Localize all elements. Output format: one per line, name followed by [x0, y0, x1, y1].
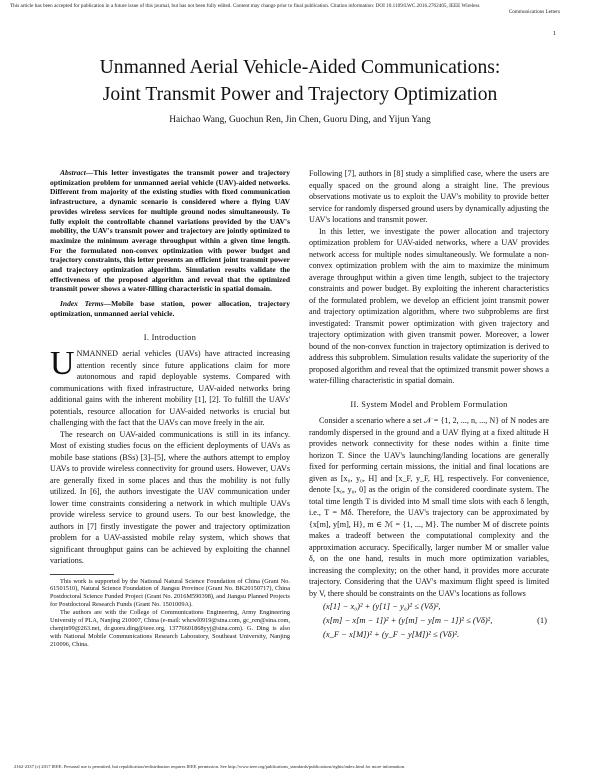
section-heading-introduction: I. Introduction: [143, 332, 197, 342]
equation-1-line-3: (x_F − x[M])² + (y_F − y[M])² ≤ (Vδ)².: [323, 629, 460, 639]
paper-title: [20, 54, 580, 108]
page-number: 1: [552, 30, 556, 37]
author-list: Haichao Wang, Guochun Ren, Jin Chen, Guoru Ding, and Yijun Yang: [169, 115, 431, 125]
abstract-text: —This letter investigates the transmit power and trajectory optimization problem for unmanned aerial vehicle (UAV)-aided networks. Different from majority of the existing studies with fixed communication infrastructure, a dynamic scenario is considered where a flying UAV provides wireless services for multiple ground nodes simultaneously. To fully exploit the controllable channel variations provided by the UAV's mobility, the UAV's transmit power and trajectory are jointly optimized to maximize the minimum average throughput within a given time length. For the formulated non-convex optimization with power budget and trajectory constraints, this letter presents an efficient joint transmit power and trajectory optimization algorithm. Simulation results validate the effectiveness of the proposed algorithm and reveal that the optimized transmit power shows a water-filling characteristic in spatial domain.: [50, 168, 290, 294]
abstract-lead: Abstract: [60, 168, 86, 177]
right-paragraph-2: In this letter, we investigate the power allocation and trajectory optimization problem for UAV-aided networks, where a UAV provides network access for multiple nodes simultaneously. We formulate a non-convex optimization problem with the aim to maximize the minimum average throughput within a given time length, subject to the trajectory constraints and power budget. By exploiting the inherent characteristics of the formulated problem, we develop an efficient joint transmit power and trajectory optimization algorithm, where two subproblems are first investigated: Transmit power optimization with given trajectory and trajectory optimization with given transmit power. Moreover, a lower bound of the non-convex function in trajectory optimization is derived to address this subproblem. Simulation results validate the superiority of the proposed algorithm and reveal that the optimized transmit power shows a water-filling characteristic in spatial domain.: [309, 226, 549, 385]
equation-number: (1): [537, 615, 547, 625]
system-model-paragraph: Consider a scenario where a set 𝒩 = {1, 2, ..., n, ..., N} of N nodes are randomly dispersed in the ground and a UAV flying at a fixed altitude H provides network connectivity for these nodes within a finite time horizon T. Since the UAV's launching/landing locations are generally fixed for performing certain missions, the initial and final locations are given as [x₀, y₀, H] and [x_F, y_F, H], respectively. For convenience, denote [x₀, y₀, 0] as the origin of the considered coordinate system. The total time length T is divided into M small time slots with each δ length, i.e., T = Mδ. Therefore, the UAV's trajectory can be approximated by {x[m], y[m], H}, m ∈ ℳ = {1, ..., M}. The number M of discrete points makes a tradeoff between the computational complexity and the approximation accuracy. Specifically, larger number M or smaller value δ, on the one hand, results in much more optimization variables, increasing the complexity; on the other hand, it provides more accurate trajectory. Considering that the UAV's maximum flight speed is limited by V, there should be constraints on the UAV's locations as follows: [309, 416, 549, 598]
copyright-footer: 2162-2337 (c) 2017 IEEE. Personal use is permitted, but republication/redistribution requires IEEE permission. See http://www.ieee.org/publications_standards/publications/rights/index.html for more information.: [14, 764, 406, 769]
intro-paragraph-1-text: NMANNED aerial vehicles (UAVs) have attracted increasing attention recently since future applications claim for more autonomous and rapid deployable systems. Compared with communications with fixed infrastructure, UAV-aided networks bring additional gains with the inherent mobility [1], [2]. To fulfill the UAVs' potentials, resource allocation for UAV-aided networks is crucial but challenging with the fact that the UAVs can move freely in the air.: [50, 349, 290, 428]
equation-1-line-2: (x[m] − x[m − 1])² + (y[m] − y[m − 1])² ≤ (Vδ)²,: [323, 615, 493, 625]
footnote-affiliations: The authors are with the College of Communications Engineering, Army Engineering University of PLA, Nanjing 210007, China (e-mail: whcwl0919@sina.com, gc_ren@sina.com, chenjin99@263.net, dr.guoru.ding@ieee.org, 13776601868yyj@sina.com). G. Ding is also with National Mobile Communications Research Laboratory, Southeast University, Nanjing 210096, China.: [50, 609, 290, 648]
right-column: [309, 168, 549, 641]
abstract: [50, 168, 290, 294]
header-line-2: Communications Letters: [508, 9, 560, 16]
running-header: [10, 3, 590, 15]
equation-1: [309, 599, 549, 641]
index-terms-lead: Index Terms: [60, 299, 104, 309]
left-column: [50, 168, 290, 649]
index-terms-text: —Mobile base station, power allocation, trajectory optimization, unmanned aerial vehicle.: [50, 299, 290, 318]
drop-cap: U: [50, 345, 75, 383]
header-line-1: This article has been accepted for publication in a future issue of this journal, but has not been fully edited. Content may change prior to final publication. Citation information: DOI 10.1109/LWC.2016.2762405, IEEE Wireless: [10, 3, 480, 9]
title-line-2: Joint Transmit Power and Trajectory Optimization: [102, 84, 498, 105]
equation-1-line-1: (x[1] − x₀)² + (y[1] − y₀)² ≤ (Vδ)²,: [323, 601, 441, 611]
right-paragraph-1: Following [7], authors in [8] study a simplified case, where the users are equally spaced on the ground along a straight line. The previous observations motivate us to exploit the UAV's mobility to provide better service for randomly dispersed ground users by dynamically adjusting the UAV's locations and transmit power.: [309, 169, 549, 224]
footnote-funding: This work is supported by the National Natural Science Foundation of China (Grant No. 61501510), Natural Science Foundation of Jiangsu Province (Grant No. BK20150717), China Postdoctoral Science Funded Project (Grant No. 2016M590398), and Jiangsu Planned Projects for Postdoctoral Research Funds (Grant No. 1501009A).: [50, 577, 290, 609]
index-terms: [50, 299, 290, 318]
intro-paragraph-2: The research on UAV-aided communications is still in its infancy. Most of existing studies focus on the efficient deployments of UAVs as mobile base stations (BSs) [3]–[5], where the authors attempt to employ UAVs to provide wireless connectivity for ground users. However, UAVs are generally fixed in some places and thus the mobility is not fully utilized. In [6], the authors investigate the UAV communication under lower time constraints considering a network in which multiple UAVs provide wireless service to ground users. To our best knowledge, the authors in [7] firstly investigate the power and trajectory optimization problem for a UAV-assisted mobile relay system, which shows that significant throughput gains can be achieved by exploiting the channel variations.: [50, 429, 290, 566]
intro-paragraph-1: [50, 345, 290, 429]
section-heading-system-model: II. System Model and Problem Formulation: [350, 399, 508, 409]
footnote-rule: [50, 574, 114, 575]
title-line-1: Unmanned Aerial Vehicle-Aided Communications:: [99, 57, 501, 78]
